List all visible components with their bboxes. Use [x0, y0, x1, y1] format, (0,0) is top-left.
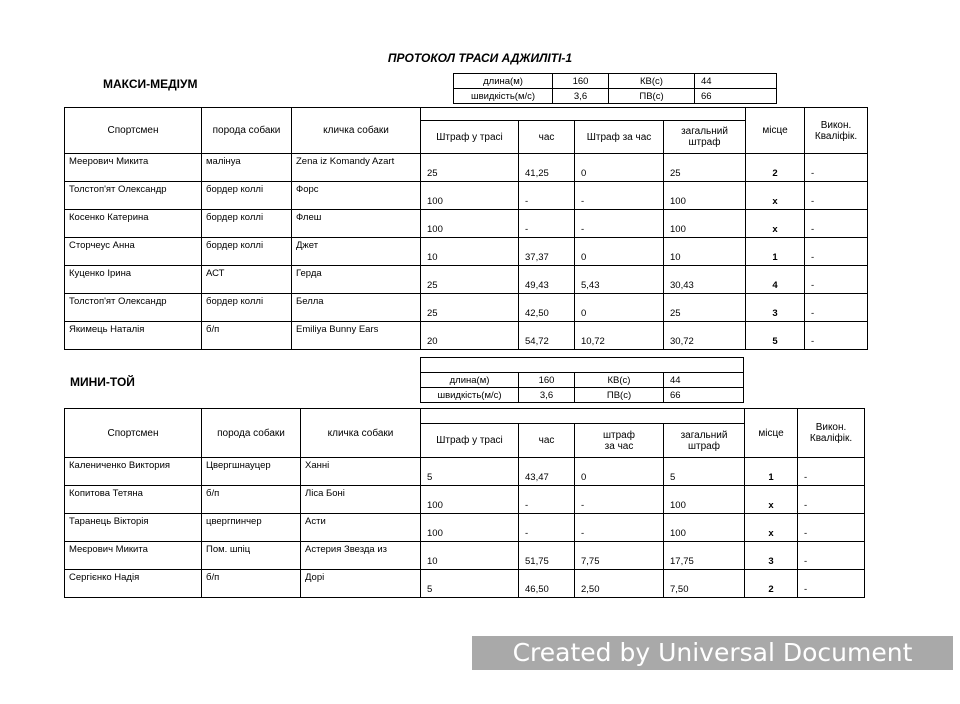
penalty-cell: 5 [421, 458, 519, 486]
header-time-penalty: штраф за час [575, 424, 664, 458]
time-cell: - [519, 514, 575, 542]
time-cell: 49,43 [519, 266, 575, 294]
athlete-cell: Толстоп'ят Олександр [65, 182, 202, 210]
dog-name-cell: Астерия Звезда из [301, 542, 421, 570]
length-value: 160 [519, 373, 575, 388]
penalty-cell: 25 [421, 294, 519, 322]
table-row [65, 322, 868, 350]
header-qual: Викон. Кваліфік. [798, 409, 865, 458]
course-info-mini [420, 357, 744, 403]
time-cell: 51,75 [519, 542, 575, 570]
athlete-cell: Куценко Ірина [65, 266, 202, 294]
table-row [65, 570, 865, 598]
penalty-cell: 20 [421, 322, 519, 350]
place-cell: х [745, 486, 798, 514]
time-penalty-cell: 2,50 [575, 570, 664, 598]
header-qual: Викон. Кваліфік. [805, 108, 868, 154]
breed-cell: б/п [202, 322, 292, 350]
athlete-cell: Косенко Катерина [65, 210, 202, 238]
header-time-penalty: Штраф за час [575, 121, 664, 154]
penalty-cell: 25 [421, 266, 519, 294]
dog-name-cell: Zena iz Komandy Azart [292, 154, 421, 182]
table-row [65, 238, 868, 266]
header-dog: кличка собаки [301, 409, 421, 458]
athlete-cell: Сторчеус Анна [65, 238, 202, 266]
penalty-cell: 100 [421, 182, 519, 210]
time-cell: - [519, 486, 575, 514]
qualification-cell: - [805, 182, 868, 210]
penalty-cell: 5 [421, 570, 519, 598]
total-penalty-cell: 100 [664, 182, 746, 210]
length-label: длина(м) [421, 373, 519, 388]
page-title: ПРОТОКОЛ ТРАСИ АДЖИЛІТІ-1 [387, 51, 573, 65]
header-athlete: Спортсмен [65, 409, 202, 458]
place-cell: х [745, 514, 798, 542]
results-table-mini [64, 408, 865, 598]
penalty-cell: 100 [421, 514, 519, 542]
time-penalty-cell: 0 [575, 294, 664, 322]
total-penalty-cell: 100 [664, 514, 745, 542]
table-row [65, 486, 865, 514]
dog-name-cell: Ліса Боні [301, 486, 421, 514]
dog-name-cell: Белла [292, 294, 421, 322]
speed-value: 3,6 [519, 388, 575, 403]
total-penalty-cell: 25 [664, 294, 746, 322]
place-cell: 1 [746, 238, 805, 266]
athlete-cell: Толстоп'ят Олександр [65, 294, 202, 322]
time-penalty-cell: - [575, 210, 664, 238]
dog-name-cell: Асти [301, 514, 421, 542]
table-row [65, 542, 865, 570]
qualification-cell: - [798, 570, 865, 598]
qualification-cell: - [798, 458, 865, 486]
section-title-mini: МИНИ-ТОЙ [70, 375, 135, 389]
breed-cell: АСТ [202, 266, 292, 294]
athlete-cell: Таранець Вікторія [65, 514, 202, 542]
breed-cell: Цвергшнауцер [202, 458, 301, 486]
place-cell: 4 [746, 266, 805, 294]
dog-name-cell: Форс [292, 182, 421, 210]
time-cell: - [519, 210, 575, 238]
qualification-cell: - [805, 266, 868, 294]
breed-cell: бордер коллі [202, 210, 292, 238]
place-cell: 3 [745, 542, 798, 570]
speed-value: 3,6 [553, 89, 609, 104]
total-penalty-cell: 100 [664, 486, 745, 514]
breed-cell: б/п [202, 570, 301, 598]
pv-value: 66 [664, 388, 744, 403]
header-spacer [421, 409, 745, 424]
header-athlete: Спортсмен [65, 108, 202, 154]
dog-name-cell: Emiliya Bunny Ears [292, 322, 421, 350]
time-cell: 42,50 [519, 294, 575, 322]
time-cell: 46,50 [519, 570, 575, 598]
time-penalty-cell: 7,75 [575, 542, 664, 570]
results-table-maxi [64, 107, 868, 350]
time-penalty-cell: 0 [575, 458, 664, 486]
place-cell: х [746, 210, 805, 238]
table-row [65, 210, 868, 238]
place-cell: 3 [746, 294, 805, 322]
pv-label: ПВ(с) [575, 388, 664, 403]
dog-name-cell: Дорі [301, 570, 421, 598]
penalty-cell: 10 [421, 542, 519, 570]
pv-label: ПВ(с) [609, 89, 695, 104]
qualification-cell: - [805, 238, 868, 266]
header-time: час [519, 424, 575, 458]
penalty-cell: 100 [421, 210, 519, 238]
section-title-maxi: МАКСИ-МЕДІУМ [103, 77, 198, 91]
breed-cell: бордер коллі [202, 238, 292, 266]
total-penalty-cell: 5 [664, 458, 745, 486]
athlete-cell: Калениченко Виктория [65, 458, 202, 486]
kv-value: 44 [695, 74, 777, 89]
length-label: длина(м) [454, 74, 553, 89]
place-cell: 2 [746, 154, 805, 182]
header-place: місце [745, 409, 798, 458]
dog-name-cell: Флеш [292, 210, 421, 238]
penalty-cell: 25 [421, 154, 519, 182]
speed-label: швидкість(м/с) [454, 89, 553, 104]
athlete-cell: Сергієнко Надія [65, 570, 202, 598]
total-penalty-cell: 7,50 [664, 570, 745, 598]
table-row [65, 294, 868, 322]
breed-cell: малінуа [202, 154, 292, 182]
kv-label: КВ(с) [575, 373, 664, 388]
kv-value: 44 [664, 373, 744, 388]
qualification-cell: - [798, 542, 865, 570]
athlete-cell: Меерович Микита [65, 154, 202, 182]
place-cell: 2 [745, 570, 798, 598]
penalty-cell: 100 [421, 486, 519, 514]
header-total: загальний штраф [664, 121, 746, 154]
header-place: місце [746, 108, 805, 154]
course-info-maxi [453, 73, 777, 104]
place-cell: х [746, 182, 805, 210]
total-penalty-cell: 25 [664, 154, 746, 182]
header-breed: порода собаки [202, 409, 301, 458]
dog-name-cell: Герда [292, 266, 421, 294]
time-cell: 41,25 [519, 154, 575, 182]
qualification-cell: - [805, 294, 868, 322]
athlete-cell: Меєрович Микита [65, 542, 202, 570]
time-penalty-cell: - [575, 514, 664, 542]
length-value: 160 [553, 74, 609, 89]
penalty-cell: 10 [421, 238, 519, 266]
header-dog: кличка собаки [292, 108, 421, 154]
time-cell: 37,37 [519, 238, 575, 266]
table-row [65, 154, 868, 182]
qualification-cell: - [805, 322, 868, 350]
time-cell: 54,72 [519, 322, 575, 350]
total-penalty-cell: 17,75 [664, 542, 745, 570]
qualification-cell: - [798, 514, 865, 542]
place-cell: 5 [746, 322, 805, 350]
total-penalty-cell: 30,43 [664, 266, 746, 294]
header-total: загальний штраф [664, 424, 745, 458]
watermark: Created by Universal Document Converter [472, 636, 953, 670]
breed-cell: цвергпинчер [202, 514, 301, 542]
breed-cell: бордер коллі [202, 182, 292, 210]
dog-name-cell: Ханні [301, 458, 421, 486]
total-penalty-cell: 10 [664, 238, 746, 266]
time-penalty-cell: 0 [575, 238, 664, 266]
breed-cell: Пом. шпіц [202, 542, 301, 570]
qualification-cell: - [805, 154, 868, 182]
header-spacer [421, 108, 746, 121]
time-cell: 43,47 [519, 458, 575, 486]
table-row [65, 266, 868, 294]
time-cell: - [519, 182, 575, 210]
table-row [65, 182, 868, 210]
header-time: час [519, 121, 575, 154]
time-penalty-cell: 5,43 [575, 266, 664, 294]
athlete-cell: Якимець Наталія [65, 322, 202, 350]
header-penalty: Штраф у трасі [421, 121, 519, 154]
header-breed: порода собаки [202, 108, 292, 154]
time-penalty-cell: 0 [575, 154, 664, 182]
total-penalty-cell: 100 [664, 210, 746, 238]
athlete-cell: Копитова Тетяна [65, 486, 202, 514]
time-penalty-cell: - [575, 486, 664, 514]
breed-cell: бордер коллі [202, 294, 292, 322]
breed-cell: б/п [202, 486, 301, 514]
qualification-cell: - [805, 210, 868, 238]
header-penalty: Штраф у трасі [421, 424, 519, 458]
time-penalty-cell: 10,72 [575, 322, 664, 350]
dog-name-cell: Джет [292, 238, 421, 266]
place-cell: 1 [745, 458, 798, 486]
total-penalty-cell: 30,72 [664, 322, 746, 350]
pv-value: 66 [695, 89, 777, 104]
kv-label: КВ(с) [609, 74, 695, 89]
qualification-cell: - [798, 486, 865, 514]
table-row [65, 458, 865, 486]
table-row [65, 514, 865, 542]
time-penalty-cell: - [575, 182, 664, 210]
speed-label: швидкість(м/с) [421, 388, 519, 403]
